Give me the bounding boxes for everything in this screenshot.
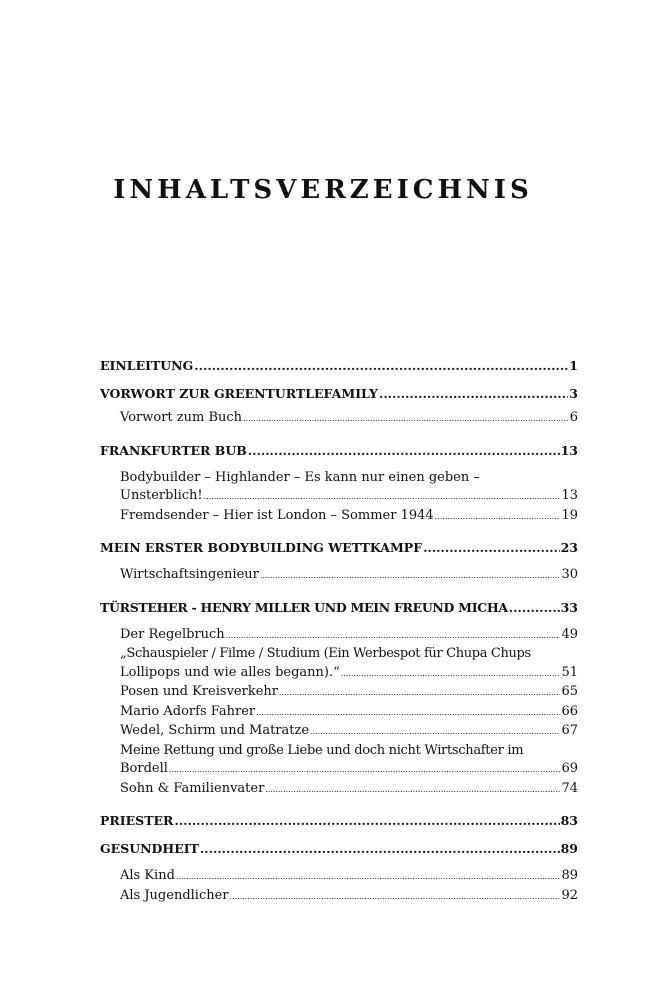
leader-dots [248,437,560,465]
toc-entry-regelbruch[interactable] [100,626,578,646]
toc-page-number: 66 [561,703,578,719]
toc-page-number: 49 [561,626,578,642]
leader-dots [243,410,569,429]
leader-dots [379,380,568,408]
leader-dots [341,665,561,684]
toc-entry-tuersteher[interactable] [100,594,578,622]
toc-label: Vorwort zum Buch [120,410,243,425]
toc-page-number: 65 [561,684,578,699]
toc-entry-als-jugendlicher[interactable] [100,887,578,907]
toc-label: MEIN ERSTER BODYBUILDING WETTKAMPF [100,540,423,555]
toc-page-number: 30 [561,567,578,582]
toc-entry-wirtschaftsingenieur[interactable] [100,566,578,586]
leader-dots [200,835,560,863]
toc-entry-priester[interactable] [100,807,578,835]
leader-dots [204,488,561,507]
toc-page-number: 23 [560,540,578,555]
toc-entry-bodybuilder[interactable] [100,487,578,507]
toc-label: Bordell [120,761,168,776]
toc-page-number: 92 [561,887,578,903]
toc-page-number: 33 [560,599,578,615]
toc-entry-einleitung[interactable] [100,352,578,380]
toc-label: Wirtschaftsingenieur [120,567,259,582]
toc-label-line[interactable]: Meine Rettung und große Liebe und doch nicht Wirtschafter im [120,742,524,758]
leader-dots [509,594,560,622]
toc-label: Lollipops und wie alles begann).“ [120,664,340,680]
leader-dots [174,807,559,835]
toc-entry-sohn[interactable] [100,780,578,800]
toc-label: VORWORT ZUR GREENTURTLEFAMILY [100,386,378,401]
leader-dots [226,627,561,646]
toc-label: Fremdsender – Hier ist London – Sommer 1944 [120,507,434,523]
toc-entry-vorwort-buch[interactable] [100,409,578,429]
toc-label: Mario Adorfs Fahrer [120,703,256,719]
toc-label: Wedel, Schirm und Matratze [120,723,310,738]
toc-label-line[interactable]: „Schauspieler / Filme / Studium (Ein Werbespot für Chupa Chups [120,646,531,661]
toc-page-number: 19 [561,507,578,523]
toc-label: EINLEITUNG [100,358,194,373]
toc-entry-wedel[interactable] [100,722,578,742]
toc-entry-vorwort[interactable] [100,380,578,408]
toc-entry-als-kind[interactable] [100,867,578,887]
toc-page-number: 3 [569,386,578,401]
toc-entry-frankfurter-bub[interactable] [100,437,578,465]
toc-page-number: 83 [560,813,578,828]
toc-label: FRANKFURTER BUB [100,442,247,458]
toc-label: Als Jugendlicher [120,887,229,903]
toc-label: GESUNDHEIT [100,841,199,856]
leader-dots [256,704,560,723]
toc-page-number: 69 [561,761,578,776]
toc-entry-posen[interactable] [100,683,578,703]
table-of-contents [100,352,578,914]
toc-entry-schauspieler[interactable] [100,664,578,684]
toc-page-number: 67 [561,723,578,738]
toc-page-number: 89 [561,868,578,883]
leader-dots [176,868,561,887]
toc-entry-wettkampf[interactable] [100,534,578,562]
toc-label: Als Kind [120,868,175,883]
toc-label: Unsterblich! [120,488,203,503]
toc-page-number: 89 [560,841,578,856]
leader-dots [260,567,561,586]
toc-entry-fremdsender[interactable] [100,507,578,527]
leader-dots [230,888,561,907]
toc-label: Sohn & Familienvater [120,780,265,796]
toc-label: PRIESTER [100,813,174,828]
toc-entry-rettung[interactable] [100,760,578,780]
toc-page-number: 1 [569,358,578,373]
toc-entry-adorf[interactable] [100,703,578,723]
toc-entry-gesundheit[interactable] [100,835,578,863]
toc-label: TÜRSTEHER - HENRY MILLER UND MEIN FREUND MICHA [100,599,508,615]
page-title: INHALTSVERZEICHNIS [113,175,533,205]
toc-label: Posen und Kreisverkehr [120,684,278,699]
leader-dots [169,761,561,780]
leader-dots [194,352,568,380]
toc-page-number: 13 [561,488,578,503]
toc-page-number: 51 [561,664,578,680]
leader-dots [435,508,561,527]
leader-dots [310,723,560,742]
leader-dots [265,781,560,800]
toc-label: Der Regelbruch [120,626,225,642]
toc-page-number: 13 [560,442,578,458]
toc-page-number: 74 [561,780,578,796]
toc-page-number: 6 [569,410,578,425]
leader-dots [423,534,560,562]
leader-dots [279,684,560,703]
toc-label-line[interactable]: Bodybuilder – Highlander – Es kann nur einen geben – [120,469,480,485]
